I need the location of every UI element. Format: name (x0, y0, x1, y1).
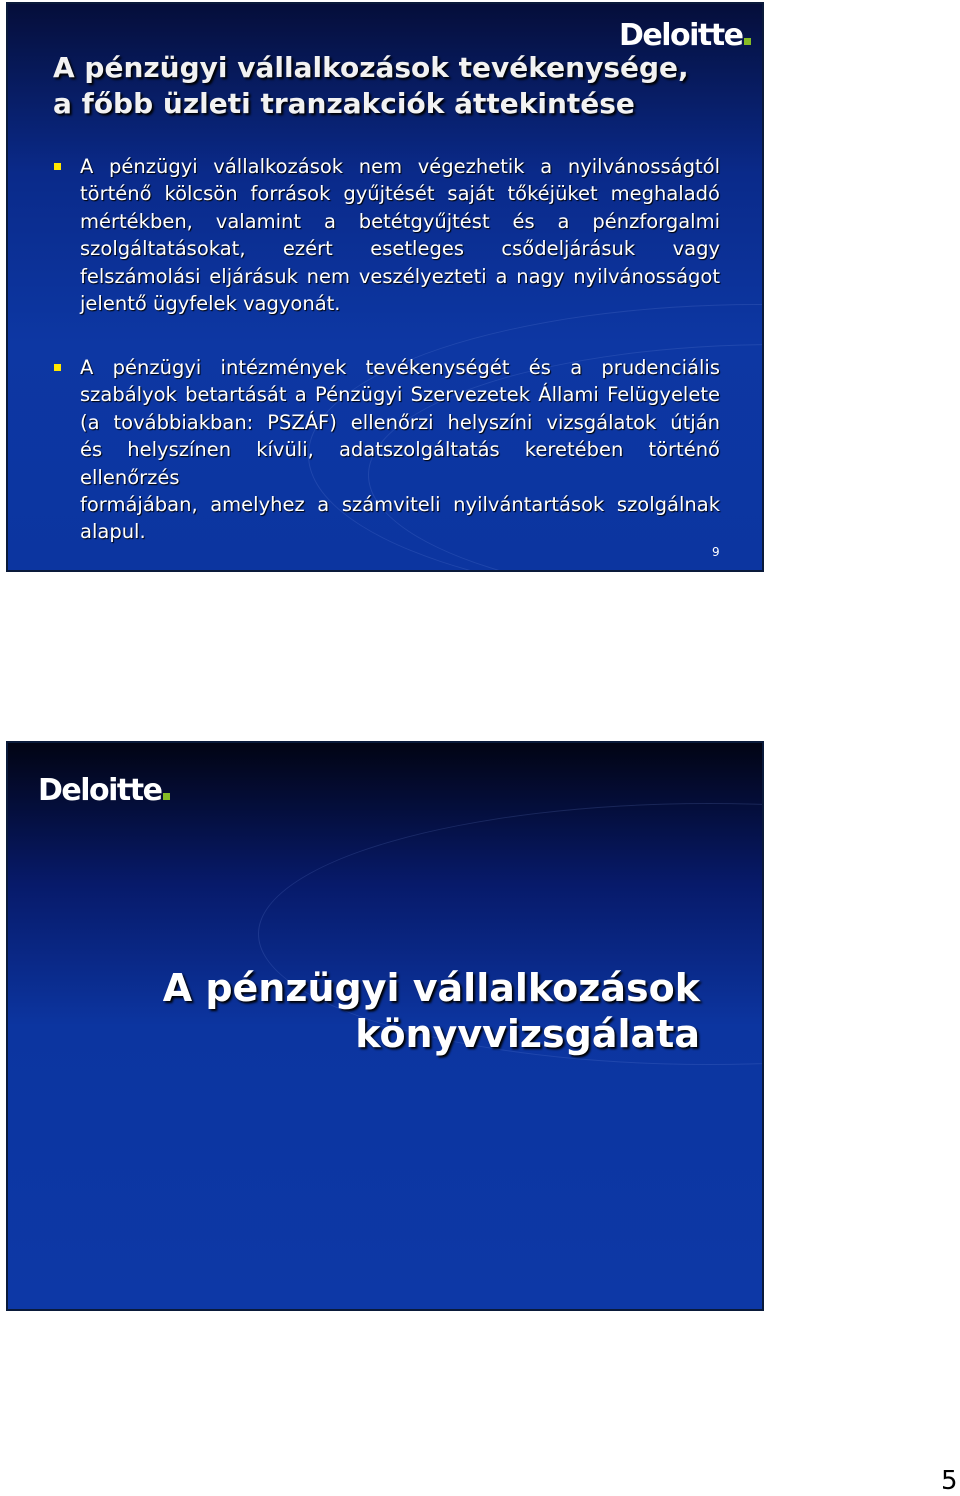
slide-title (158, 965, 700, 1057)
text-line: és helyszínen kívüli, adatszolgáltatás keretében történő ellenőrzés (80, 438, 720, 489)
deloitte-logo (38, 773, 170, 808)
title-line: A pénzügyi vállalkozások tevékenysége, (53, 51, 689, 84)
text-line: történő kölcsön források gyűjtését saját tőkéjüket meghaladó (80, 182, 720, 206)
logo-dot-icon (163, 793, 170, 800)
text-line: jelentő ügyfelek vagyonát. (80, 292, 341, 316)
text-line: A pénzügyi vállalkozások nem végezhetik a nyilvánosságtól (80, 155, 720, 178)
deloitte-logo (619, 18, 751, 53)
slide-title (53, 50, 753, 122)
text-line: alapul. (80, 520, 146, 544)
text-line: formájában, amelyhez a számviteli nyilvántartások szolgálnak (80, 493, 720, 517)
text-line: szolgáltatásokat, ezért esetleges csődeljárásuk vagy (80, 237, 720, 261)
title-line: A pénzügyi vállalkozások (162, 966, 700, 1010)
logo-text: Deloitte (38, 773, 162, 808)
slide-2 (6, 741, 764, 1311)
slide-1 (6, 2, 764, 572)
bullet-square-icon (54, 364, 61, 371)
text-line: mértékben, valamint a betétgyűjtést és a pénzforgalmi (80, 209, 720, 233)
bullet-paragraph-1 (80, 153, 720, 317)
text-line: (a továbbiakban: PSZÁF) ellenőrzi helyszíni vizsgálatok útján (80, 410, 720, 434)
slide-page-number: 9 (712, 545, 720, 559)
document-page-number: 5 (941, 1466, 958, 1496)
logo-dot-icon (744, 38, 751, 45)
bullet-square-icon (54, 163, 61, 170)
bullet-paragraph-2 (80, 354, 720, 546)
title-line: a főbb üzleti tranzakciók áttekintése (53, 87, 635, 120)
text-line: A pénzügyi intézmények tevékenységét és a prudenciális (80, 356, 720, 379)
text-line: szabályok betartását a Pénzügyi Szervezetek Állami Felügyelete (80, 383, 720, 407)
title-line: könyvvizsgálata (355, 1012, 700, 1056)
text-line: felszámolási eljárásuk nem veszélyezteti a nagy nyilvánosságot (80, 264, 720, 288)
logo-text: Deloitte (619, 18, 743, 53)
